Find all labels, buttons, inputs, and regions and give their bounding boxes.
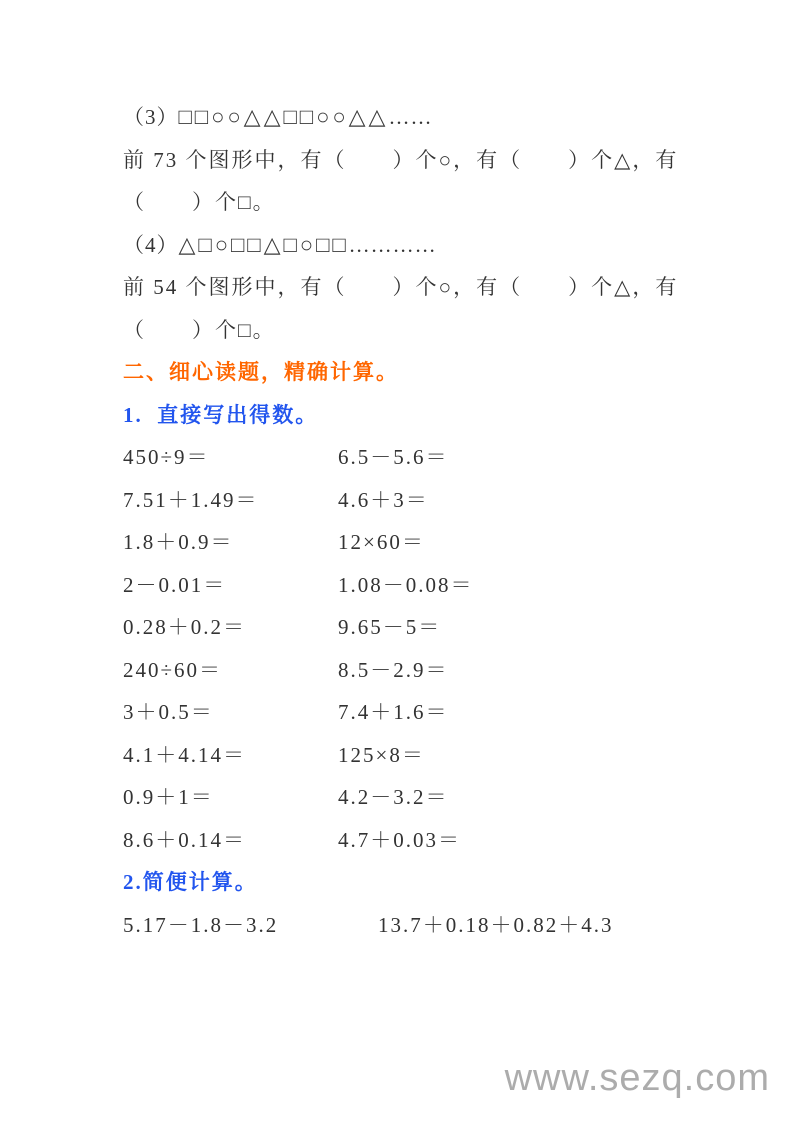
math-expression: 6.5－5.6＝ — [338, 445, 449, 469]
math-expression: 1.08－0.08＝ — [338, 572, 474, 597]
math-row — [123, 649, 690, 692]
math-row — [123, 479, 690, 522]
math-expression: 450÷9＝ — [123, 445, 210, 469]
math-expression: 3＋0.5＝ — [123, 700, 214, 724]
section-2-heading: 二、细心读题，精确计算。 — [123, 360, 399, 384]
math-expression: 0.28＋0.2＝ — [123, 615, 246, 639]
math-expression: 240÷60＝ — [123, 657, 223, 682]
pattern-4-shape-sequence: △□○□□△□○□□ — [178, 231, 349, 257]
math-row — [123, 904, 690, 947]
pattern-3-question-line2: （ ）个□。 — [123, 190, 276, 214]
site-watermark: www.sezq.com — [504, 1057, 770, 1099]
pattern-3-shape-row — [123, 96, 690, 139]
math-row — [123, 819, 690, 862]
pattern-3-ellipsis: …… — [388, 105, 433, 129]
math-expression: 0.9＋1＝ — [123, 785, 214, 809]
math-expression: 125×8＝ — [338, 742, 425, 767]
math-expression: 5.17－1.8－3.2 — [123, 912, 279, 937]
pattern-3-number: （3） — [123, 105, 179, 129]
math-row — [123, 521, 690, 564]
pattern-4-shape-row — [123, 224, 690, 267]
math-expression: 9.65－5＝ — [338, 615, 442, 639]
pattern-3-question-line1: 前 73 个图形中，有（ ）个○，有（ ）个△，有 — [123, 147, 679, 172]
math-expression: 4.6＋3＝ — [338, 487, 429, 512]
math-expression: 2－0.01＝ — [123, 572, 227, 597]
subsection-2-heading: 2.简便计算。 — [123, 870, 258, 894]
math-expression: 4.7＋0.03＝ — [338, 827, 461, 852]
math-expression: 13.7＋0.18＋0.82＋4.3 — [378, 912, 614, 937]
math-row — [123, 564, 690, 607]
subsection-1-heading: 1. 直接写出得数。 — [123, 402, 319, 427]
pattern-4-number: （4） — [123, 232, 179, 257]
math-expression: 1.8＋0.9＝ — [123, 530, 234, 554]
pattern-3-shape-sequence: □□○○△△□□○○△△ — [178, 104, 389, 129]
pattern-4-question-line2: （ ）个□。 — [123, 317, 276, 342]
math-row — [123, 436, 690, 479]
pattern-4-question-line1: 前 54 个图形中，有（ ）个○，有（ ）个△，有 — [123, 275, 679, 299]
math-expression: 8.5－2.9＝ — [338, 657, 449, 682]
math-expression: 8.6＋0.14＝ — [123, 827, 246, 852]
math-expression: 7.51＋1.49＝ — [123, 487, 259, 512]
math-row — [123, 734, 690, 777]
math-row — [123, 606, 690, 649]
math-expression: 4.1＋4.14＝ — [123, 742, 246, 767]
pattern-4-ellipsis: ………… — [348, 232, 437, 257]
math-expression: 4.2－3.2＝ — [338, 785, 449, 809]
worksheet-content — [123, 96, 690, 946]
math-row — [123, 776, 690, 819]
math-expression: 12×60＝ — [338, 530, 425, 554]
math-row — [123, 691, 690, 734]
math-expression: 7.4＋1.6＝ — [338, 700, 449, 724]
